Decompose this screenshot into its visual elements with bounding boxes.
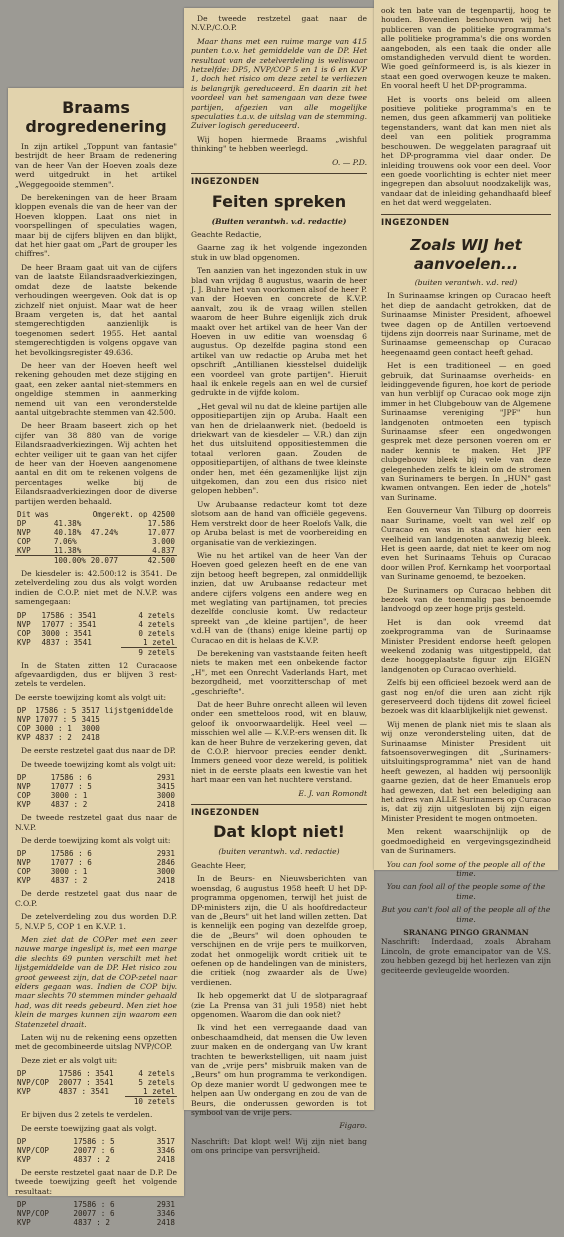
party-cell: DP	[17, 773, 27, 783]
result-cell: 4 zetels	[138, 610, 175, 620]
braams-paragraph: Laten wij nu de rekening eens opzetten met de gecombineerde uitslag NVP/COP.	[15, 1033, 177, 1052]
calc-cell: 17077 : 3541	[41, 619, 97, 629]
party-cell: KVP	[17, 546, 31, 556]
table-total-row	[15, 556, 177, 566]
braams-paragraph: De derde toewijzing komt als volgt uit:	[21, 835, 171, 845]
zoals-paragraph: In Surinaamse kringen op Curacao heeft het diep de aandacht getrokken, dat de Surinaamse Minister President, afhoewel twee dagen op de Antillen vertoevend tijdens zijn doorreis naar Suriname, met de Surinaamse gemeenschap op Curacao heegenaamd geen contact heeft gehad.	[381, 291, 551, 357]
braams-paragraph: De eerste toewijzing gaat als volgt.	[21, 1123, 157, 1133]
quote-line: You can fool some of the people all of the time.	[386, 859, 546, 878]
clipping-right	[374, 0, 558, 975]
zoals-paragraph: Het is een traditioneel — en goed gebruik, dat Surinaamse overheids- en leidinggevende figuren, hoe kort de periode van hun verblijf op Curacao ook moge zijn immer in het Clubgebouw van de Algemene Surinaamse vereniging "JPF" hun landgenoten ontmoeten een typisch Surinaamse sfeer een ongedwongen gesprek met deze personen voeren om er nader kennis te maken. Het JPF clubgebouw bleek bij vele van deze gelegenheden zelfs te klein om de stromen van Surinamers te bergen. In „HUN" gast kwamen ontvangen. Een ieder de „hotels" van Suriname.	[381, 361, 551, 502]
calc-cell: 17586 : 3541	[41, 610, 97, 620]
result-cell: 3346	[156, 1146, 175, 1156]
signature: E. J. van Romondt	[298, 788, 367, 798]
party-cell: KVP	[17, 800, 31, 810]
calc-cell: 4837 : 2	[73, 1218, 110, 1228]
result-cell: 3415	[81, 715, 100, 725]
party-cell: NVP	[17, 715, 31, 725]
braams-paragraph: In zijn artikel „Toppunt van fantasie" bestrijdt de heer Braam de redenering van de heer Van der Hoeven zoals deze werd uitgedrukt in het artikel „Weggegooide stemmen".	[15, 142, 177, 189]
braams-paragraph: De heer Braam gaat uit van de cijfers van de laatste Eilandsraadverkiezingen, omdat deze de laatste bekende verhoudingen weergeven. Ook dat is op zichzelf niet onjuist. Maar wat de heer Braam vergeten is, dat het aantal stemgerechtigden aanzienlijk is toegenomen sedert 1955. Het aantal stemgerechtigden is volgens opgave van het bevolkingsregister 49.636.	[15, 262, 177, 357]
calc-cell: 3000 : 1	[50, 791, 88, 801]
table-row	[15, 773, 177, 782]
table-row	[15, 782, 177, 791]
table-row	[15, 706, 177, 715]
result-cell: 3517	[81, 706, 100, 716]
table-header: Dit was	[17, 510, 50, 520]
party-cell: COP	[17, 628, 31, 638]
braams-paragraph: De heer van der Hoeven heeft wel rekening gehouden met deze stijging en gaat, een zeker aantal niet-stemmers en ongeldige stemmen in aanmerking nemend uit van een veronderstelde aantal uitgebrachte stemmen van 42.500.	[15, 360, 177, 417]
feiten-paragraph: Gaarne zag ik het volgende ingezonden stuk in uw blad opgenomen.	[191, 243, 367, 262]
party-cell: COP	[17, 537, 31, 547]
table-row	[15, 611, 177, 620]
braams-paragraph: De eerste toewijzing komt als volgt uit:	[15, 692, 167, 702]
calc-cell: 17077 : 6	[50, 858, 92, 868]
feiten-greeting: Geachte Redactie,	[191, 229, 262, 239]
braams-paragraph: De derde restzetel gaat dus naar de C.O.P.	[15, 889, 177, 908]
braams-title-line2: drogredenering	[25, 117, 167, 136]
signature: Figaro.	[339, 1121, 367, 1131]
braams-paragraph: De kiesdeler is: 42.500:12 is 3541. De zetelverdeling zou dus als volgt worden indien de C.O.P. niet met de N.V.P. was samengegaan:	[15, 569, 177, 607]
calc-cell: 20077 : 6	[73, 1209, 115, 1219]
braams-paragraph: De heer Braam baseert zich op het cijfer van 38 880 van de vorige Eilandsraadverkiezingen. Wij achten het echter veiliger uit te gaan van het cijfer de heer van der Hoeven aangenomene aantal en dit om te rekenen volgens de percentages welke bij de Eilandsraadverkiezingen door de diverse partijen werden behaald.	[15, 421, 177, 506]
result-cell: 1 zetel	[142, 637, 175, 647]
table-total-row	[15, 1097, 177, 1107]
klopt-paragraph: Ik vind het een verregaande daad van onbeschaamdheid, dat mensen die Uw leven zuur maken en de ondergang van Uw krant trachten te bewerkstelligen, uit naam juist van de „vrije pers" misbruik maken van de „Beurs" om hun programma te verkondigen. Op deze manier wordt U gedwongen mee te helpen aan Uw ondergang en zou de van de Beurs, die onderussen geworden is tot symbool van de vrije pers.	[191, 1023, 367, 1118]
braams-paragraph: De berekeningen van de heer Braam kloppen evenals die van de heer van der Hoeven kloppen. Laat ons niet in voorspellingen of speculaties wagen, maar bij de cijfers blijven en dan blijkt, dat het hier gaat om „Part de grouper les chiffres".	[15, 193, 177, 259]
pct-cell: 41.38%	[53, 519, 82, 529]
party-cell: NVP	[17, 528, 31, 538]
section-label-ingezonden: INGEZONDEN	[191, 173, 367, 187]
table-row	[15, 1078, 177, 1087]
right-paragraph: Het is voorts ons beleid om alleen positieve politieke programma's en te nemen, dus geen afkammerij van politieke tegenstanders, want dat kan men niet als deel van een politiek programma beschouwen. De weggelaten paragraaf uit het DP-programma viel daar onder. De inleiding trouwens ook voor een deel. Voor een goede voorlichting is echter niet meer ingegrepen dan absoluut noodzakelijk was, vandaar dat de inleiding gehandhaafd bleef en het dat werd weggelaten.	[381, 94, 551, 208]
braams-column	[8, 88, 184, 1237]
feiten-paragraph: De berekening van vaststaande feiten heeft niets te maken met een onbekende factor „H", met een Onrecht Vaderlands Hart, met bezorgdheid, met voorzitterschap of met „geschriefte".	[191, 648, 367, 696]
total-seats: 10 zetels	[125, 1097, 177, 1107]
calc-cell: 3000 : 1	[50, 867, 88, 877]
feiten-paragraph: Wie nu het artikel van de heer Van der Hoeven goed gelezen heeft en de ene van zijn betoog heeft begrepen, zal onmiddellijk inzien, dat uw Arubaanse redacteur met andere cijfers volgens een andere weg en met weglating van partijnamen, tot precies dezelfde conclusie komt. Uw redacteur spreekt van „de kleine partijen", de heer v.d.H van de (thans) enige kleine partij op Curacao en dit is helaas de K.V.P.	[191, 550, 367, 645]
braams-headline	[15, 98, 177, 136]
pct2-cell	[89, 537, 133, 546]
party-cell: KVP	[17, 1087, 31, 1097]
result-cell: 4 zetels	[138, 619, 175, 629]
braams-title-line1: Braams	[62, 98, 130, 117]
table-row	[15, 1146, 177, 1155]
table-header: Omgerekt. op 42500	[92, 510, 175, 520]
result-cell: 3000	[156, 867, 175, 877]
result-cell: 2418	[156, 800, 175, 810]
party-cell: KVP	[17, 1155, 31, 1165]
total-seats: 9 zetels	[121, 647, 177, 657]
table-row	[15, 537, 177, 546]
party-cell: NVP	[17, 782, 31, 792]
lijstgemiddelde-label: lijstgemiddelde	[104, 706, 174, 716]
mid-paragraph: Wij hopen hiermede Braams „wishful thinking" te hebben weerlegd.	[191, 134, 367, 154]
feiten-subtitle: (Buiten verantwh. v.d. redactie)	[211, 216, 347, 226]
zoals-naschrift: Naschrift: Inderdaad, zoals Abraham Lincoln, de grote emancipator van de V.S. zou hebben gezegd bij het herlezen van zijn geciteerde gevleugelde woorden.	[381, 937, 551, 975]
party-cell: KVP	[17, 1218, 31, 1228]
calc-cell: 17077 : 5	[50, 782, 92, 792]
braams-paragraph: De tweede toewijzing komt als volgt uit:	[21, 759, 176, 769]
zoals-paragraph: Zelfs bij een officieel bezoek werd aan de gast nog en/of die uren aan zicht rijk gereserveerd doch tijdens dit zowel ficieel bezoek was dit klaarblijkelijk niet gewenst.	[381, 678, 551, 716]
zoals-subtitle: (buiten verantwh. v.d. red)	[414, 277, 518, 287]
result-cell: 2846	[156, 858, 175, 868]
total-pct: 100.00%	[52, 556, 89, 566]
table-row	[15, 724, 177, 733]
clipping-braams	[8, 88, 184, 1228]
party-cell: NVP	[17, 858, 31, 868]
quote-line: But you can't fool all of the people all of the time.	[381, 905, 551, 924]
feiten-paragraph: Dat de heer Buhre onrecht alleen wil leven onder een smetteloos rood, wit en blauw, geloof ik onvoorwaardelijk. Heel veel — misschien wel alle — K.V.P.-ers wensen dit. Ik kan de heer Buhre de verzekering geven, dat de C.O.P. hiervoor precies eender denkt. Immers geneed voor deze wereld, is politiek niet in de eerste plaats een kwestie van het hart maar een van het nuchtere verstand.	[191, 700, 367, 785]
party-cell: NVP/COP	[17, 1146, 50, 1156]
feiten-paragraph: Uw Arubaanse redacteur komt tot deze slotsom aan de hand van officiële gegevens. Hem verstrekt door de heer Roelofs Valk, die op Aruba belast is met de voorbereiding en organisatie van de verkiezingen.	[191, 499, 367, 547]
party-cell: DP	[17, 519, 27, 529]
table-row	[15, 1209, 177, 1218]
result-cell: 3000	[81, 724, 100, 734]
zoals-paragraph: De Surinamers op Curacao hebben dit bezoek van de toenmalig pas benoemde landvoogd op zeer hoge prijs gesteld.	[381, 585, 551, 614]
table-row	[15, 715, 177, 724]
table-row	[15, 858, 177, 867]
calc-cell: 4837 : 2	[50, 800, 88, 810]
calc-cell: 20077 : 6	[73, 1146, 115, 1156]
braams-paragraph: In de Staten zitten 12 Curacaose afgevaardigden, dus er blijven 3 rest-zetels te verdelen.	[15, 660, 177, 689]
allocation-table-1	[15, 706, 177, 742]
table-total-row	[15, 647, 177, 657]
result-cell: 2418	[156, 1155, 175, 1165]
feiten-paragraph: „Het geval wil nu dat de kleine partijen alle oppositiepartijen zijn op Aruba. Haalt een van hen de drielaanwerk niet. (bedoeld is driekwart van de kiesdeler — V.R.) dan zijn het dus uitsluitend oppositiestemmen die totaal verloren gaan. Zouden de oppositiepartijen, of althans de twee kleinste onder hen, met één gezamenlijke lijst zijn uitgekomen, dan zou een dus risico niet gelopen hebben".	[191, 401, 367, 496]
section-label-ingezonden: INGEZONDEN	[381, 214, 551, 228]
pct2-cell	[89, 546, 133, 556]
table-row	[15, 546, 177, 556]
result-cell: 1 zetel	[142, 1087, 175, 1097]
table-row	[15, 629, 177, 638]
right-column	[374, 0, 558, 985]
party-cell: COP	[17, 791, 31, 801]
pct-cell: 7.06%	[53, 537, 77, 547]
result-cell: 3346	[156, 1209, 175, 1219]
table-header-row	[15, 510, 177, 519]
braams-paragraph: De tweede restzetel gaat dus naar de N.V.P.	[15, 813, 177, 832]
table-row	[15, 620, 177, 629]
calc-cell: 4837 : 3541	[58, 1087, 109, 1097]
zoals-paragraph: Wij menen de plank niet mis te slaan als wij onze verondersteling uiten, dat de Surinaamse Minister President uit fatsoensoverwegingen dit „Surinamers-uitsluitingsprogramma" niet van de hand heeft gewezen, al hadden wij persoonlijk gaarne gezien, dat de heer Emanuels erop had gewezen, dat het een belediging aan het adres van ALLE Surinamers op Curacao is, dat zij zijn uitgesloten bij zijn eigen Minister President te mogen ontmoeten.	[381, 719, 551, 823]
zoals-title-line1: Zoals WIJ het	[410, 235, 522, 254]
result-cell: 3000	[156, 791, 175, 801]
table-row	[15, 528, 177, 537]
result-cell: 3415	[156, 782, 175, 792]
calc-cell: 17077 : 5	[35, 715, 77, 725]
results-table-percentages	[15, 510, 177, 565]
total-value: 42.500	[133, 556, 177, 566]
calc-cell: 17586 : 6	[73, 1200, 115, 1210]
klopt-greeting: Geachte Heer,	[191, 860, 247, 870]
signature: SRANANG PINGO GRANMAN	[403, 927, 529, 937]
calc-cell: 17586 : 5	[35, 706, 77, 716]
braams-paragraph: De eerste restzetel gaat dus naar de DP.	[21, 746, 176, 756]
result-cell: 0 zetels	[138, 628, 175, 638]
pct-cell: 40.18%	[53, 528, 82, 538]
feiten-paragraph: Ten aanzien van het ingezonden stuk in uw blad van vrijdag 8 augustus, waarin de heer J. J. Buhre het van voorkomen alsof de heer P. van der Hoeven en concrete de K.V.P. aanvalt, zou ik de vraag willen stellen waarom de heer Buhre eigenlijk zich druk maakt over het artikel van de heer Van der Hoeven in uw editie van woensdag 6 augustus. Op dezelfde pagina stond een artikel van uw redactie op Aruba met het opschrift „Antillianen kiesstelsel duidelijk een voordeel van grote partijen". Hieruit haal ik enkele regels aan en wel de cursief gedrukte in de vijfde kolom.	[191, 266, 367, 398]
zoals-paragraph: Het is dan ook vreemd dat zoekprogramma van de Surinaamse Minister President endorse heeft gelopen weekend zodanig was uitgestippeld, dat deze hooggeplaatste figuur zijn EIGEN landgenoten op Curacao overhield.	[381, 617, 551, 674]
klopt-paragraph: In de Beurs- en Nieuwsberichten van woensdag, 6 augustus 1958 heeft U het DP-programma opgenomen, terwijl het juist de DP-ministers zijn, die U als hoofdredacteur van de „Beurs" uit het land willen zetten. Dat is kennelijk een poging van dezelfde groep, die de „Beurs" wil doen ophouden te verschijnen en de vrije pers te muilkorven, zodat het onmogelijk wordt critiek uit te oefenen op de handelingen van de ministers, die critiek (nog zwaarder als de Uwe) verdienen.	[191, 874, 367, 987]
value-cell: 17.077	[147, 528, 175, 538]
party-cell: KVP	[17, 637, 31, 647]
calc-cell: 4837 : 3541	[41, 637, 92, 647]
seat-table-combined	[15, 1069, 177, 1106]
party-cell: NVP	[17, 619, 31, 629]
table-row	[15, 1218, 177, 1227]
table-row	[15, 876, 177, 885]
result-cell: 2931	[156, 1200, 175, 1210]
result-cell: 4 zetels	[138, 1069, 175, 1079]
braams-paragraph: Men ziet dat de COPer met een zeer nauwe marge ingeslipt is, met een marge die slechts 69 punten verschilt met het lijstgemiddelde van de DP. Het risico zou groot geweest zijn, dat de COP-zetel naar elders gegaan was. Indien de COP bijv. maar slechts 70 stemmen minder gehaald had, was dit reeds gebeurd. Men ziet hoe klein de marges kunnen zijn waarom een Statenzetel draait.	[15, 934, 177, 1029]
klopt-naschrift: Naschrift: Dat klopt wel! Wij zijn niet bang om ons principe van persvrijheid.	[191, 1136, 367, 1156]
party-cell: COP	[17, 724, 31, 734]
braams-paragraph: De zetelverdeling zou dus worden D.P. 5, N.V.P 5, COP 1 en K.V.P. 1.	[15, 912, 177, 931]
table-row	[15, 849, 177, 858]
calc-cell: 17586 : 6	[50, 773, 92, 783]
party-cell: COP	[17, 867, 31, 877]
table-row	[15, 1069, 177, 1078]
allocation-table-2	[15, 773, 177, 809]
party-cell: DP	[17, 610, 27, 620]
allocation-table-combined-1	[15, 1137, 177, 1164]
table-row	[15, 867, 177, 876]
table-row	[15, 1087, 177, 1097]
calc-cell: 17586 : 6	[50, 849, 92, 859]
party-cell: KVP	[17, 876, 31, 886]
braams-paragraph: De eerste restzetel gaat naar de D.P. De tweede toewijzing geeft het volgende resultaat:	[15, 1168, 177, 1196]
table-row	[15, 638, 177, 648]
pct2-cell	[89, 519, 133, 528]
calc-cell: 4837 : 2	[73, 1155, 110, 1165]
result-cell: 5 zetels	[138, 1078, 175, 1088]
section-label-ingezonden: INGEZONDEN	[191, 804, 367, 818]
result-cell: 2418	[156, 876, 175, 886]
calc-cell: 20077 : 3541	[58, 1078, 114, 1088]
party-cell: DP	[17, 1200, 27, 1210]
zoals-paragraph: Een Gouverneur Van Tilburg op doorreis naar Suriname, voelt van wel zelf op Curacao en was in staat dat hier een veelheid van landgenoten aanwezig bleek. Het is geen aarde, dat niet te keer om nog even het Surinaams Tehuis op Curacao door willen Prof. Kernkamp het voorportaal van Suriname genoemd, te bezoeken.	[381, 506, 551, 582]
calc-cell: 17586 : 5	[73, 1137, 115, 1147]
clipping-middle	[184, 8, 374, 1156]
allocation-table-combined-2	[15, 1200, 177, 1227]
party-cell: NVP/COP	[17, 1078, 50, 1088]
mid-paragraph: Maar thans met een ruime marge van 415 punten t.o.v. het gemiddelde van de DP. Het resultaat van de zetelverdeling is weliswaar hetzelfde: DP5, NVP/COP 5 en 1 is 6 en KVP 1, doch het risico om deze zetel te verliezen is belangrijk gereduceerd. En daarin zit het voordeel van het samengaan van deze twee partijen, afgezien van alle mogelijke speculaties t.a.v. de uitslag van de stemming. Zuiver logisch gereduceerd.	[191, 36, 367, 131]
klopt-paragraph: Ik heb opgemerkt dat U de slotparagraaf (zie La Prensa van 31 juli 1958) niet hebt opgenomen. Waarom die dan ook niet?	[191, 991, 367, 1019]
calc-cell: 4837 : 2	[35, 733, 72, 743]
table-row	[15, 1137, 177, 1146]
party-cell: KVP	[17, 733, 31, 743]
table-row	[15, 1155, 177, 1164]
pct2-cell: 47.24%	[90, 528, 119, 538]
calc-cell: 17586 : 3541	[58, 1069, 114, 1079]
seat-table-separate	[15, 611, 177, 657]
zoals-paragraph: Men rekent waarschijnlijk op de goedmoedigheid en vergevingsgezindheid van de Surinamers.	[381, 827, 551, 856]
total-extra: 20.077	[89, 556, 133, 566]
zoals-title-line2: aanvoelen...	[413, 254, 519, 273]
middle-column	[184, 8, 374, 1166]
value-cell: 17.586	[147, 519, 175, 529]
right-paragraph: ook ten bate van de tegenpartij, hoog te houden. Bovendien beschouwen wij het publiceren van de politieke programma's alle politieke programma's die ons worden aangeboden, als een taak die onder alle omstandigheden vervuld dient te worden. Wie goed geïnformeerd is, is als kiezer in staat een goed overwogen keuze te maken. En vooral heeft U het DP-programma.	[381, 6, 551, 91]
party-cell: DP	[17, 1137, 27, 1147]
feiten-headline: Feiten spreken	[211, 191, 347, 211]
party-cell: DP	[17, 1069, 27, 1079]
table-row	[15, 800, 177, 809]
value-cell: 3.000	[152, 537, 175, 547]
table-row	[15, 791, 177, 800]
klopt-headline: Dat klopt niet!	[213, 822, 345, 842]
result-cell: 3517	[156, 1137, 175, 1147]
result-cell: 2931	[156, 849, 175, 859]
result-cell: 2418	[81, 733, 100, 743]
table-row	[15, 1200, 177, 1209]
result-cell: 2931	[156, 773, 175, 783]
party-cell: DP	[17, 706, 27, 716]
allocation-table-3	[15, 849, 177, 885]
zoals-headline	[381, 236, 551, 274]
party-cell: NVP/COP	[17, 1209, 50, 1219]
party-cell: DP	[17, 849, 27, 859]
value-cell: 4.837	[152, 546, 175, 556]
braams-paragraph: Deze ziet er als volgt uit:	[21, 1055, 118, 1065]
signature: O. — P.D.	[332, 157, 367, 167]
calc-cell: 3000 : 3541	[41, 628, 92, 638]
mid-paragraph: De tweede restzetel gaat naar de N.V.P./C.O.P.	[191, 14, 367, 33]
quote-line: You can fool all of the people some of the time.	[386, 882, 546, 901]
pct-cell: 11.38%	[53, 546, 82, 556]
calc-cell: 3000 : 1	[35, 724, 72, 734]
braams-paragraph: Er bijven dus 2 zetels te verdelen.	[21, 1110, 153, 1120]
table-row	[15, 733, 177, 742]
table-row	[15, 519, 177, 528]
klopt-subtitle: (buiten verantwh. v.d. redactie)	[218, 847, 340, 857]
result-cell: 2418	[156, 1218, 175, 1228]
calc-cell: 4837 : 2	[50, 876, 88, 886]
